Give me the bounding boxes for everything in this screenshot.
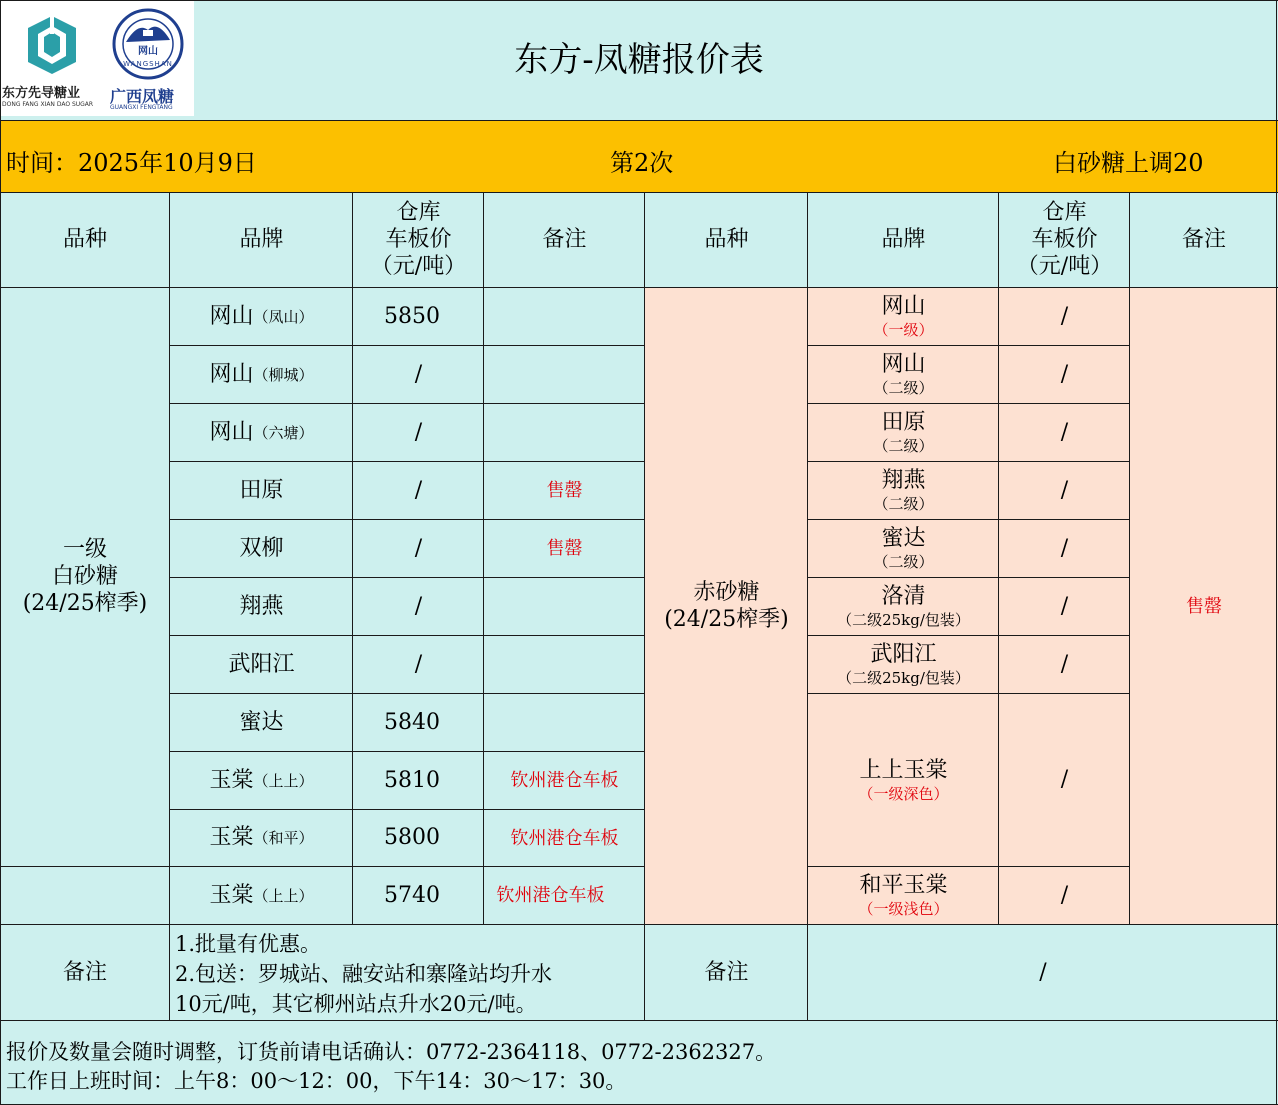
left-remark-cell xyxy=(484,867,617,925)
left-brand-cell xyxy=(170,288,353,346)
brand-sub: （上上） xyxy=(253,771,314,790)
left-brand-cell xyxy=(170,462,353,520)
brand-sub: （二级） xyxy=(873,495,934,514)
left-brand-cell xyxy=(170,694,353,752)
left-brand-cell xyxy=(170,752,353,810)
brand-sub: （上上） xyxy=(253,886,314,905)
footer-line-1: 报价及数量会随时调整，订货前请电话确认：0772-2364118、0772-2362327。 xyxy=(6,1040,777,1064)
grid-line xyxy=(808,461,1130,462)
brand-name: 网山 xyxy=(209,419,254,445)
col-header-price-line1: 仓库 xyxy=(396,200,441,226)
right-remark-cell: 售罄 xyxy=(1186,595,1222,617)
dongfang-logo-subtext: DONG FANG XIAN DAO SUGAR xyxy=(2,101,94,108)
col-header-price-right xyxy=(999,193,1130,288)
grid-line xyxy=(0,287,1278,288)
right-variety-line2: (24/25榨季) xyxy=(664,606,789,632)
price-value: 5840 xyxy=(384,709,440,735)
grid-line xyxy=(170,345,645,346)
right-price-cell: / xyxy=(1060,593,1069,619)
right-brand-cell xyxy=(808,578,999,636)
right-brand-cell xyxy=(808,520,999,578)
brand-name: 武阳江 xyxy=(228,651,295,677)
grid-line xyxy=(808,519,1130,520)
brand-name: 翔燕 xyxy=(239,593,284,619)
grid-line xyxy=(808,403,1130,404)
grid-line xyxy=(0,924,1278,925)
brand-name: 武阳江 xyxy=(870,642,937,668)
left-price-cell xyxy=(353,346,484,404)
left-brand-cell xyxy=(170,346,353,404)
right-brand-cell xyxy=(808,636,999,694)
grid-line xyxy=(170,403,645,404)
right-price-cell: / xyxy=(1060,419,1069,445)
fengtang-logo-ring-text: WANGSHAN xyxy=(123,60,173,68)
right-variety-line1: 赤砂糖 xyxy=(693,579,760,605)
grid-line xyxy=(170,461,645,462)
grid-line xyxy=(352,193,353,925)
right-brand-cell xyxy=(808,867,999,925)
grid-line xyxy=(807,193,808,1021)
left-price-cell xyxy=(353,694,471,752)
price-value: 5800 xyxy=(384,825,440,851)
left-price-cell xyxy=(353,810,471,867)
left-brand-cell xyxy=(170,578,353,636)
right-price-cell: / xyxy=(1060,882,1069,908)
grid-line xyxy=(1129,193,1130,925)
left-remark-cell xyxy=(484,810,645,867)
footer-line-2: 工作日上班时间：上午8：00～12：00，下午14：30～17：30。 xyxy=(6,1069,627,1093)
notes-label-left: 备注 xyxy=(62,959,107,985)
right-brand-cell xyxy=(808,462,999,520)
col-header-price-line3: （元/吨） xyxy=(1016,253,1113,279)
left-remark-cell xyxy=(484,636,645,694)
right-price-cell: / xyxy=(1060,303,1069,329)
grid-line xyxy=(170,809,645,810)
left-price-cell xyxy=(353,520,484,578)
brand-name: 玉棠 xyxy=(209,825,254,851)
brand-sub: （六塘） xyxy=(253,423,314,442)
grid-line xyxy=(808,693,1130,694)
price-value: / xyxy=(414,361,423,387)
grid-line xyxy=(170,577,645,578)
left-variety-line2: 白砂糖 xyxy=(51,564,118,590)
grid-line xyxy=(0,120,1278,121)
brand-name: 蜜达 xyxy=(239,709,284,735)
grid-line xyxy=(0,192,1278,193)
right-price-cell: / xyxy=(1060,535,1069,561)
grid-line xyxy=(0,0,1,1105)
price-value: 5850 xyxy=(384,303,440,329)
note-line-3: 10元/吨，其它柳州站点升水20元/吨。 xyxy=(175,992,537,1016)
right-price-cell: / xyxy=(1060,477,1069,503)
grid-line xyxy=(808,577,1130,578)
grid-line xyxy=(0,0,1278,1)
brand-name: 蜜达 xyxy=(881,526,926,552)
brand-name: 网山 xyxy=(209,303,254,329)
left-remark-cell xyxy=(484,346,645,404)
brand-sub: （一级深色） xyxy=(858,784,949,803)
remark-value: 钦州港仓车板 xyxy=(496,885,605,907)
left-price-cell xyxy=(353,404,484,462)
left-price-cell xyxy=(353,462,484,520)
remark-value: 售罄 xyxy=(546,538,583,560)
note-line-1: 1.批量有优惠。 xyxy=(175,932,322,956)
brand-sub: （凤山） xyxy=(253,307,314,326)
right-brand-cell xyxy=(808,288,999,346)
brand-name: 双柳 xyxy=(239,535,284,561)
brand-name: 翔燕 xyxy=(881,468,926,494)
brand-name: 和平玉棠 xyxy=(859,873,948,899)
left-brand-cell xyxy=(170,867,353,925)
grid-line xyxy=(998,193,999,925)
brand-name: 网山 xyxy=(881,294,926,320)
col-header-price-line2: 车板价 xyxy=(385,227,452,253)
left-price-cell xyxy=(353,636,484,694)
brand-sub: （柳城） xyxy=(253,365,314,384)
col-header-remark-right: 备注 xyxy=(1181,227,1226,253)
grid-line xyxy=(0,1020,1278,1021)
remark-value: 钦州港仓车板 xyxy=(510,770,619,792)
grid-line xyxy=(0,866,645,867)
left-variety-line3: (24/25榨季) xyxy=(22,590,148,616)
left-brand-cell xyxy=(170,810,353,867)
brand-sub: （二级25kg/包装） xyxy=(837,669,970,688)
price-value: 5740 xyxy=(384,882,440,908)
brand-sub: （一级） xyxy=(873,321,934,340)
right-brand-cell xyxy=(808,346,999,404)
price-value: / xyxy=(414,477,423,503)
brand-name: 田原 xyxy=(881,410,926,436)
grid-line xyxy=(483,193,484,925)
price-value: / xyxy=(414,535,423,561)
price-value: / xyxy=(414,651,423,677)
grid-line xyxy=(1276,0,1277,1105)
col-header-brand-left: 品牌 xyxy=(239,227,284,253)
remark-value: 售罄 xyxy=(546,480,583,502)
brand-name: 网山 xyxy=(209,361,254,387)
dongfang-logo-text: 东方先导糖业 xyxy=(2,86,81,101)
grid-line xyxy=(170,693,645,694)
left-brand-cell xyxy=(170,404,353,462)
notes-content xyxy=(175,929,645,1019)
brand-name: 上上玉棠 xyxy=(859,757,948,783)
fengtang-logo-text: 广西凤糖 xyxy=(110,87,175,106)
brand-name: 玉棠 xyxy=(209,882,254,908)
brand-sub: （二级） xyxy=(873,553,934,572)
grid-line xyxy=(170,635,645,636)
left-remark-cell xyxy=(484,520,645,578)
left-brand-cell xyxy=(170,520,353,578)
left-remark-cell xyxy=(484,462,645,520)
left-price-cell xyxy=(353,752,471,810)
price-value: / xyxy=(414,593,423,619)
brand-sub: （二级） xyxy=(873,379,934,398)
brand-sub: （二级） xyxy=(873,437,934,456)
page-title: 东方-凤糖报价表 xyxy=(514,39,764,80)
fengtang-logo-badge: 网山 xyxy=(138,46,158,57)
left-variety-cell xyxy=(0,288,170,867)
grid-line xyxy=(808,866,1130,867)
brand-name: 洛清 xyxy=(881,584,926,610)
brand-name: 网山 xyxy=(881,352,926,378)
col-header-brand-right: 品牌 xyxy=(881,227,926,253)
left-variety-line1: 一级 xyxy=(62,537,107,563)
grid-line xyxy=(644,193,645,1021)
price-adjustment-note: 白砂糖上调20 xyxy=(1053,149,1204,177)
col-header-price-line2: 车板价 xyxy=(1031,227,1098,253)
logo-area xyxy=(0,0,194,116)
grid-line xyxy=(808,635,1130,636)
grid-line xyxy=(170,751,645,752)
col-header-price-line3: （元/吨） xyxy=(370,253,467,279)
col-header-price-line1: 仓库 xyxy=(1042,200,1087,226)
grid-line xyxy=(170,519,645,520)
left-remark-cell xyxy=(484,404,645,462)
left-price-cell xyxy=(353,867,471,925)
right-price-cell: / xyxy=(1060,651,1069,677)
quote-round: 第2次 xyxy=(610,149,674,177)
notes-label-right: 备注 xyxy=(704,959,749,985)
right-price-cell: / xyxy=(1060,767,1069,793)
left-price-cell xyxy=(353,288,471,346)
grid-line xyxy=(808,345,1130,346)
brand-sub: （和平） xyxy=(253,829,314,848)
left-remark-cell xyxy=(484,694,645,752)
col-header-variety-left: 品种 xyxy=(62,227,107,253)
fengtang-logo-subtext: GUANGXI FENGTANG xyxy=(110,104,173,111)
remark-value: 钦州港仓车板 xyxy=(510,827,619,849)
price-value: 5810 xyxy=(384,767,440,793)
col-header-remark-left: 备注 xyxy=(542,227,587,253)
brand-sub: （二级25kg/包装） xyxy=(837,611,970,630)
col-header-price-left xyxy=(353,193,484,288)
dongfang-logo-icon xyxy=(26,14,78,76)
quote-date: 时间：2025年10月9日 xyxy=(6,149,257,177)
right-brand-cell xyxy=(808,404,999,462)
brand-sub: （一级浅色） xyxy=(858,900,949,919)
right-price-cell: / xyxy=(1060,361,1069,387)
note-line-2: 2.包送：罗城站、融安站和寨隆站均升水 xyxy=(175,962,553,986)
brand-name: 玉棠 xyxy=(209,767,254,793)
left-brand-cell xyxy=(170,636,353,694)
grid-line xyxy=(169,193,170,1021)
col-header-variety-right: 品种 xyxy=(704,227,749,253)
price-value: / xyxy=(414,419,423,445)
brand-name: 田原 xyxy=(239,477,284,503)
notes-value-right: / xyxy=(1039,959,1047,985)
left-remark-cell xyxy=(484,288,645,346)
right-variety-cell xyxy=(645,288,808,925)
right-brand-cell xyxy=(808,694,999,867)
left-price-cell xyxy=(353,578,484,636)
left-remark-cell xyxy=(484,578,645,636)
left-remark-cell xyxy=(484,752,645,810)
